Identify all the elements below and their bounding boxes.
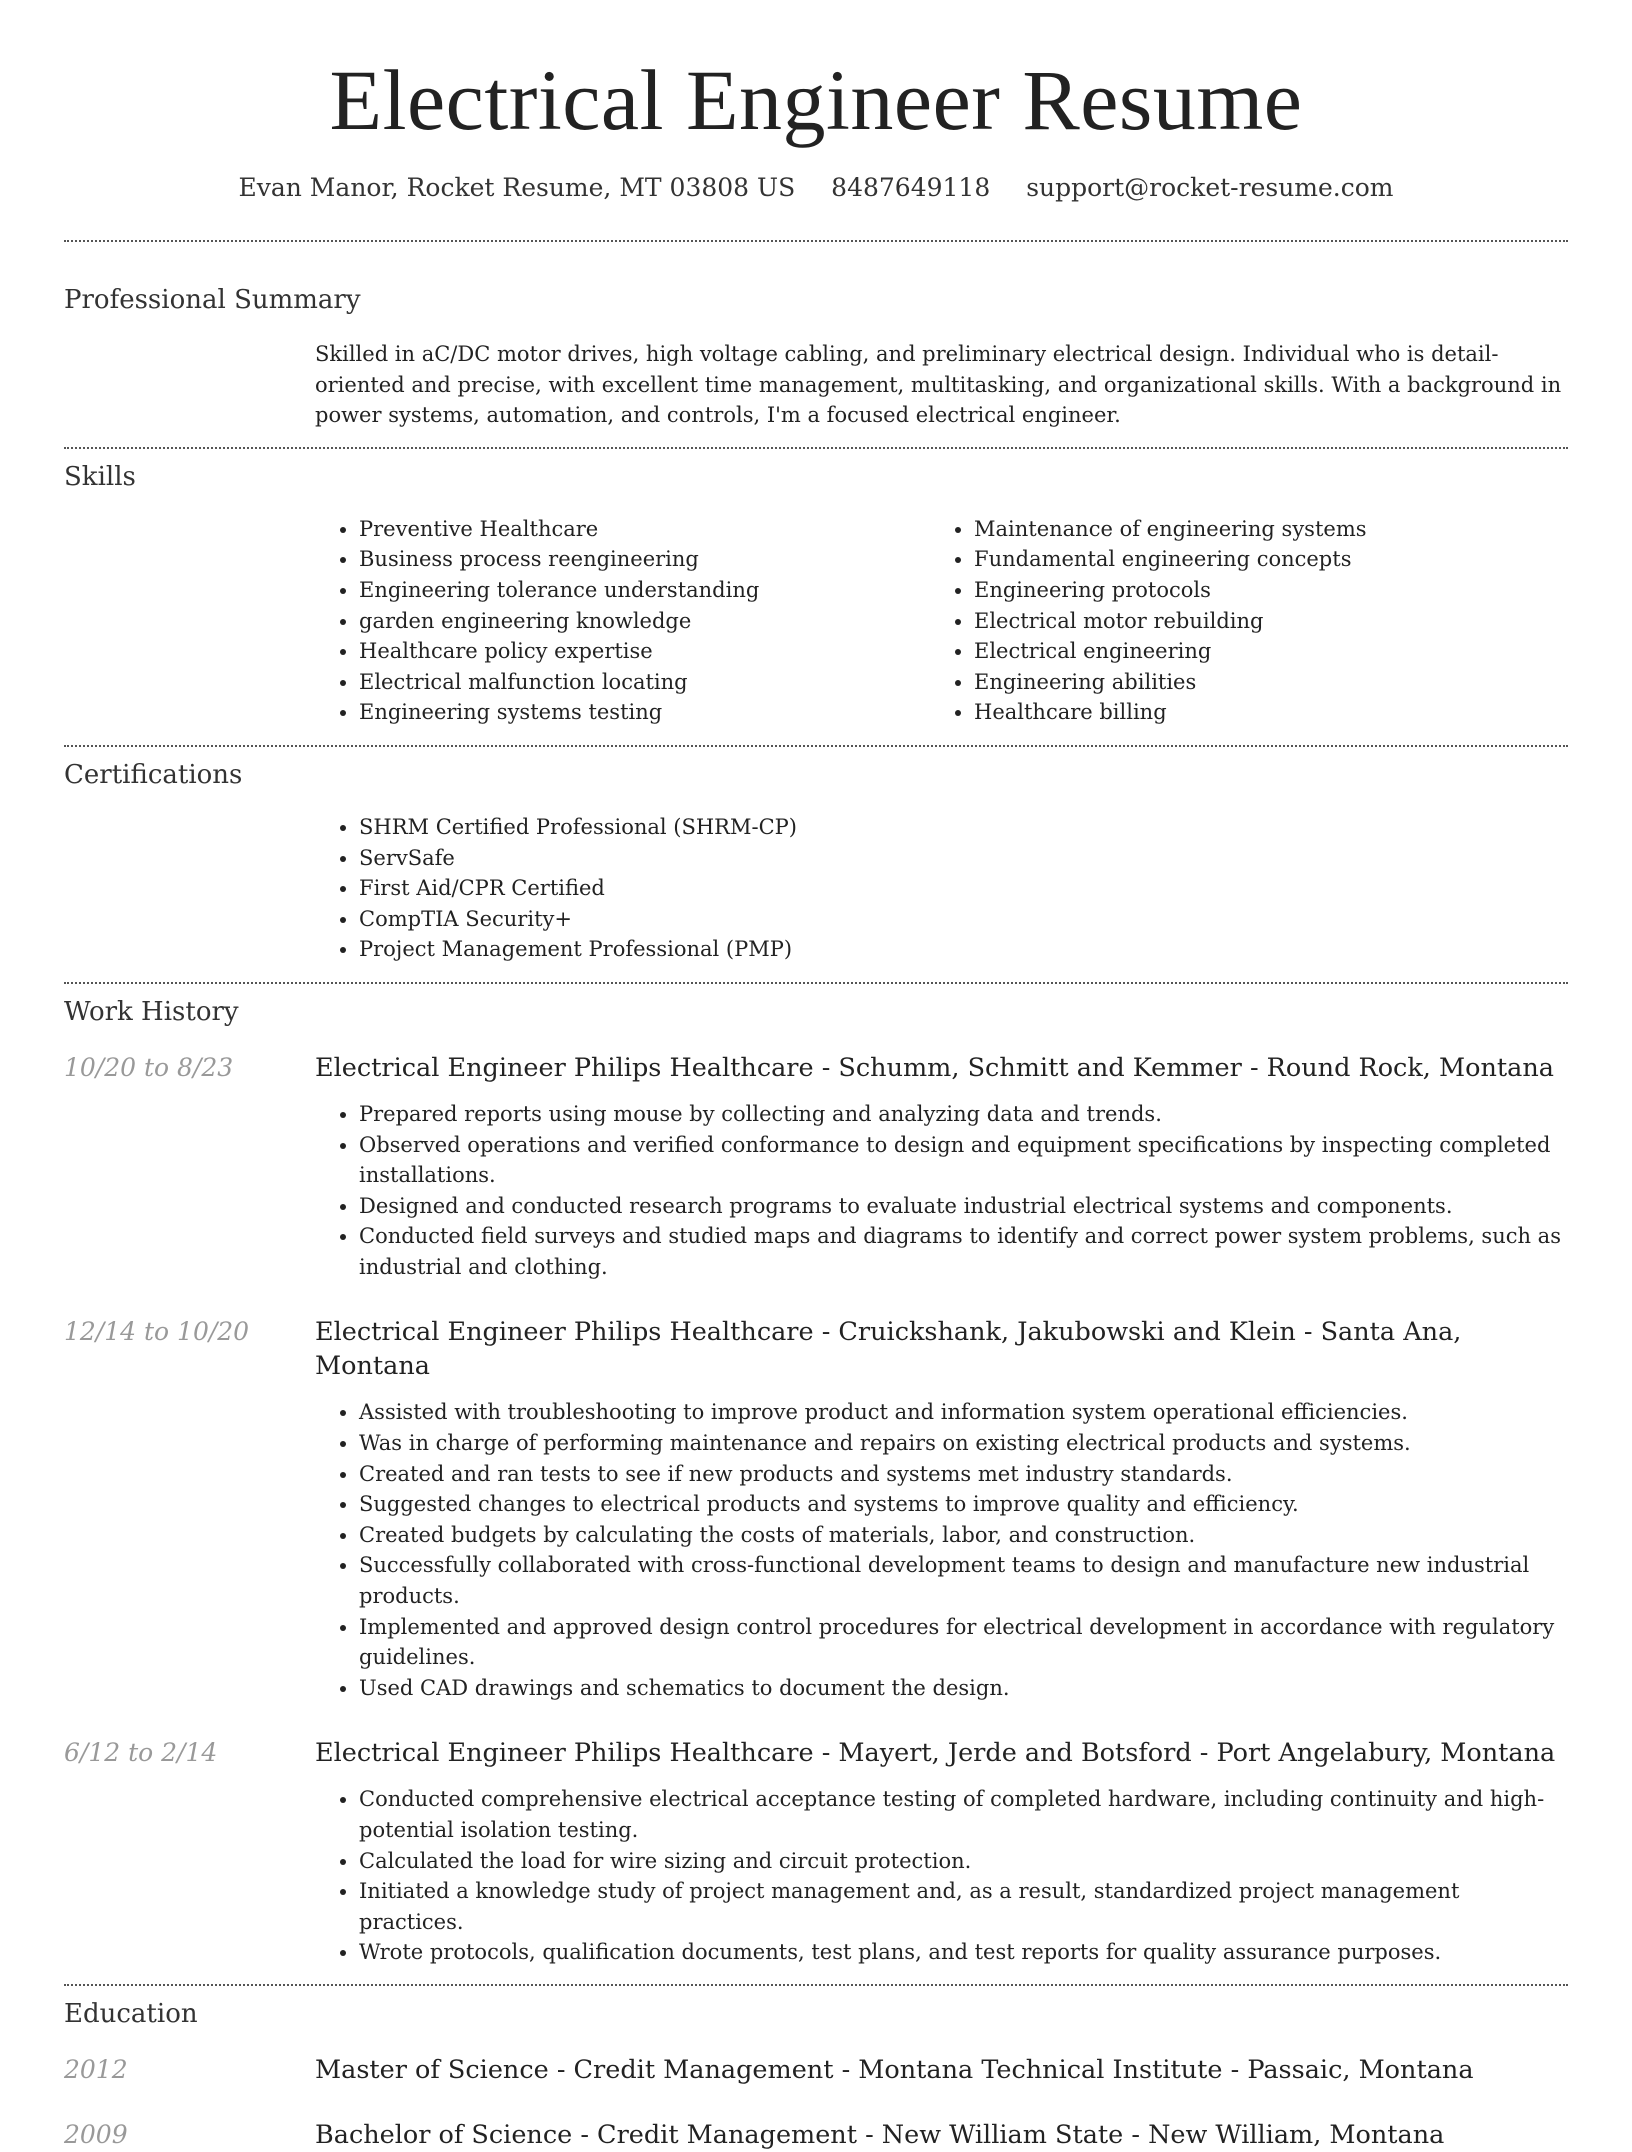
job-entry — [64, 1736, 1568, 1968]
job-bullet: • Used CAD drawings and schematics to document the design. — [359, 1673, 1568, 1704]
skill-item: • Maintenance of engineering systems — [974, 514, 1545, 545]
skill-item: • Healthcare policy expertise — [359, 636, 930, 667]
education-entry — [64, 2118, 1568, 2152]
education-year: 2009 — [64, 2119, 128, 2149]
job-bullet: • Conducted field surveys and studied maps and diagrams to identify and correct power system problems, such as industrial and clothing. — [359, 1221, 1568, 1282]
skills-heading: Skills — [64, 461, 136, 492]
certification-item: • Project Management Professional (PMP) — [359, 934, 1568, 965]
job-dates: 12/14 to 10/20 — [64, 1317, 250, 1347]
section-divider — [64, 447, 1568, 449]
skill-item: • Engineering protocols — [974, 575, 1545, 606]
certifications-content — [315, 812, 1568, 965]
skills-section — [64, 460, 1568, 728]
job-bullet: • Assisted with troubleshooting to improve product and information system operational efficiencies. — [359, 1397, 1568, 1428]
certifications-section — [64, 758, 1568, 965]
job-bullet: • Created budgets by calculating the costs of materials, labor, and construction. — [359, 1520, 1568, 1551]
resume-title: Electrical Engineer Resume — [329, 52, 1303, 148]
certifications-heading: Certifications — [64, 759, 243, 790]
summary-section-body — [64, 283, 1568, 431]
skill-item: • Electrical malfunction locating — [359, 667, 930, 698]
work-heading: Work History — [64, 996, 239, 1027]
skill-item: • Healthcare billing — [974, 697, 1545, 728]
summary-heading: Professional Summary — [64, 285, 361, 315]
education-heading: Education — [64, 1998, 198, 2029]
job-dates: 6/12 to 2/14 — [64, 1738, 218, 1768]
skill-item: • Preventive Healthcare — [359, 514, 930, 545]
skill-item: • Engineering tolerance understanding — [359, 575, 930, 606]
job-bullet: • Observed operations and verified conformance to design and equipment specifications by inspecting completed installations. — [359, 1130, 1568, 1191]
job-entry — [64, 1315, 1568, 1703]
education-title: Master of Science - Credit Management - Montana Technical Institute - Passaic, Montana — [315, 2054, 1474, 2085]
contact-phone: 8487649118 — [831, 173, 991, 202]
job-bullets — [315, 1784, 1568, 1968]
skills-list-left — [315, 514, 930, 728]
job-bullet: • Implemented and approved design control procedures for electrical development in accordance with regulatory guidelines. — [359, 1612, 1568, 1673]
job-bullet: • Prepared reports using mouse by collecting and analyzing data and trends. — [359, 1099, 1568, 1130]
job-bullet: • Initiated a knowledge study of project management and, as a result, standardized project management practices. — [359, 1876, 1568, 1937]
job-bullet: • Wrote protocols, qualification documents, test plans, and test reports for quality assurance purposes. — [359, 1937, 1568, 1968]
education-title: Bachelor of Science - Credit Management - New William State - New William, Montana — [315, 2119, 1445, 2150]
certifications-list — [315, 812, 1568, 965]
certification-item: • First Aid/CPR Certified — [359, 873, 1568, 904]
certification-item: • SHRM Certified Professional (SHRM-CP) — [359, 812, 1568, 843]
work-section — [64, 995, 1568, 1968]
contact-email: support@rocket-resume.com — [1026, 173, 1394, 202]
skills-columns — [315, 514, 1568, 728]
section-divider — [64, 982, 1568, 984]
job-bullets — [315, 1099, 1568, 1283]
contact-address: Evan Manor, Rocket Resume, MT 03808 US — [238, 173, 796, 202]
education-year: 2012 — [64, 2054, 128, 2084]
job-title: Electrical Engineer Philips Healthcare - Mayert, Jerde and Botsford - Port Angelabury, Montana — [315, 1738, 1556, 1769]
job-bullet: • Designed and conducted research programs to evaluate industrial electrical systems and components. — [359, 1191, 1568, 1222]
job-entry — [64, 1051, 1568, 1283]
summary-content — [315, 339, 1568, 431]
resume-page — [64, 0, 1568, 2152]
skill-item: • Engineering abilities — [974, 667, 1545, 698]
job-bullet: • Conducted comprehensive electrical acceptance testing of completed hardware, including continuity and high-potential isolation testing. — [359, 1784, 1568, 1845]
skill-item: • Electrical engineering — [974, 636, 1545, 667]
skill-item: • garden engineering knowledge — [359, 606, 930, 637]
summary-text: Skilled in aC/DC motor drives, high voltage cabling, and preliminary electrical design. Individual who is detail-oriented and precise, with excellent time management, multitasking, and organizational skills. With a background in power systems, automation, and controls, I'm a focused electrical engineer. — [315, 342, 1562, 428]
job-title: Electrical Engineer Philips Healthcare - Cruickshank, Jakubowski and Klein - Santa Ana, Montana — [315, 1317, 1462, 1382]
summary-section — [64, 0, 1568, 242]
section-divider — [64, 745, 1568, 747]
skill-item: • Electrical motor rebuilding — [974, 606, 1545, 637]
education-entry — [64, 2053, 1568, 2087]
skill-item: • Fundamental engineering concepts — [974, 544, 1545, 575]
job-title: Electrical Engineer Philips Healthcare - Schumm, Schmitt and Kemmer - Round Rock, Montana — [315, 1052, 1554, 1083]
job-dates: 10/20 to 8/23 — [64, 1052, 234, 1082]
certification-item: • CompTIA Security+ — [359, 904, 1568, 935]
job-bullet: • Was in charge of performing maintenance and repairs on existing electrical products and systems. — [359, 1428, 1568, 1459]
job-bullet: • Suggested changes to electrical products and systems to improve quality and efficiency. — [359, 1489, 1568, 1520]
skills-list-right — [930, 514, 1545, 728]
job-bullet: • Created and ran tests to see if new products and systems met industry standards. — [359, 1459, 1568, 1490]
education-section — [64, 1997, 1568, 2152]
job-bullets — [315, 1397, 1568, 1703]
job-bullet: • Successfully collaborated with cross-functional development teams to design and manufacture new industrial products. — [359, 1550, 1568, 1611]
job-bullet: • Calculated the load for wire sizing and circuit protection. — [359, 1846, 1568, 1877]
skill-item: • Business process reengineering — [359, 544, 930, 575]
section-divider — [64, 1984, 1568, 1986]
certification-item: • ServSafe — [359, 843, 1568, 874]
skill-item: • Engineering systems testing — [359, 697, 930, 728]
